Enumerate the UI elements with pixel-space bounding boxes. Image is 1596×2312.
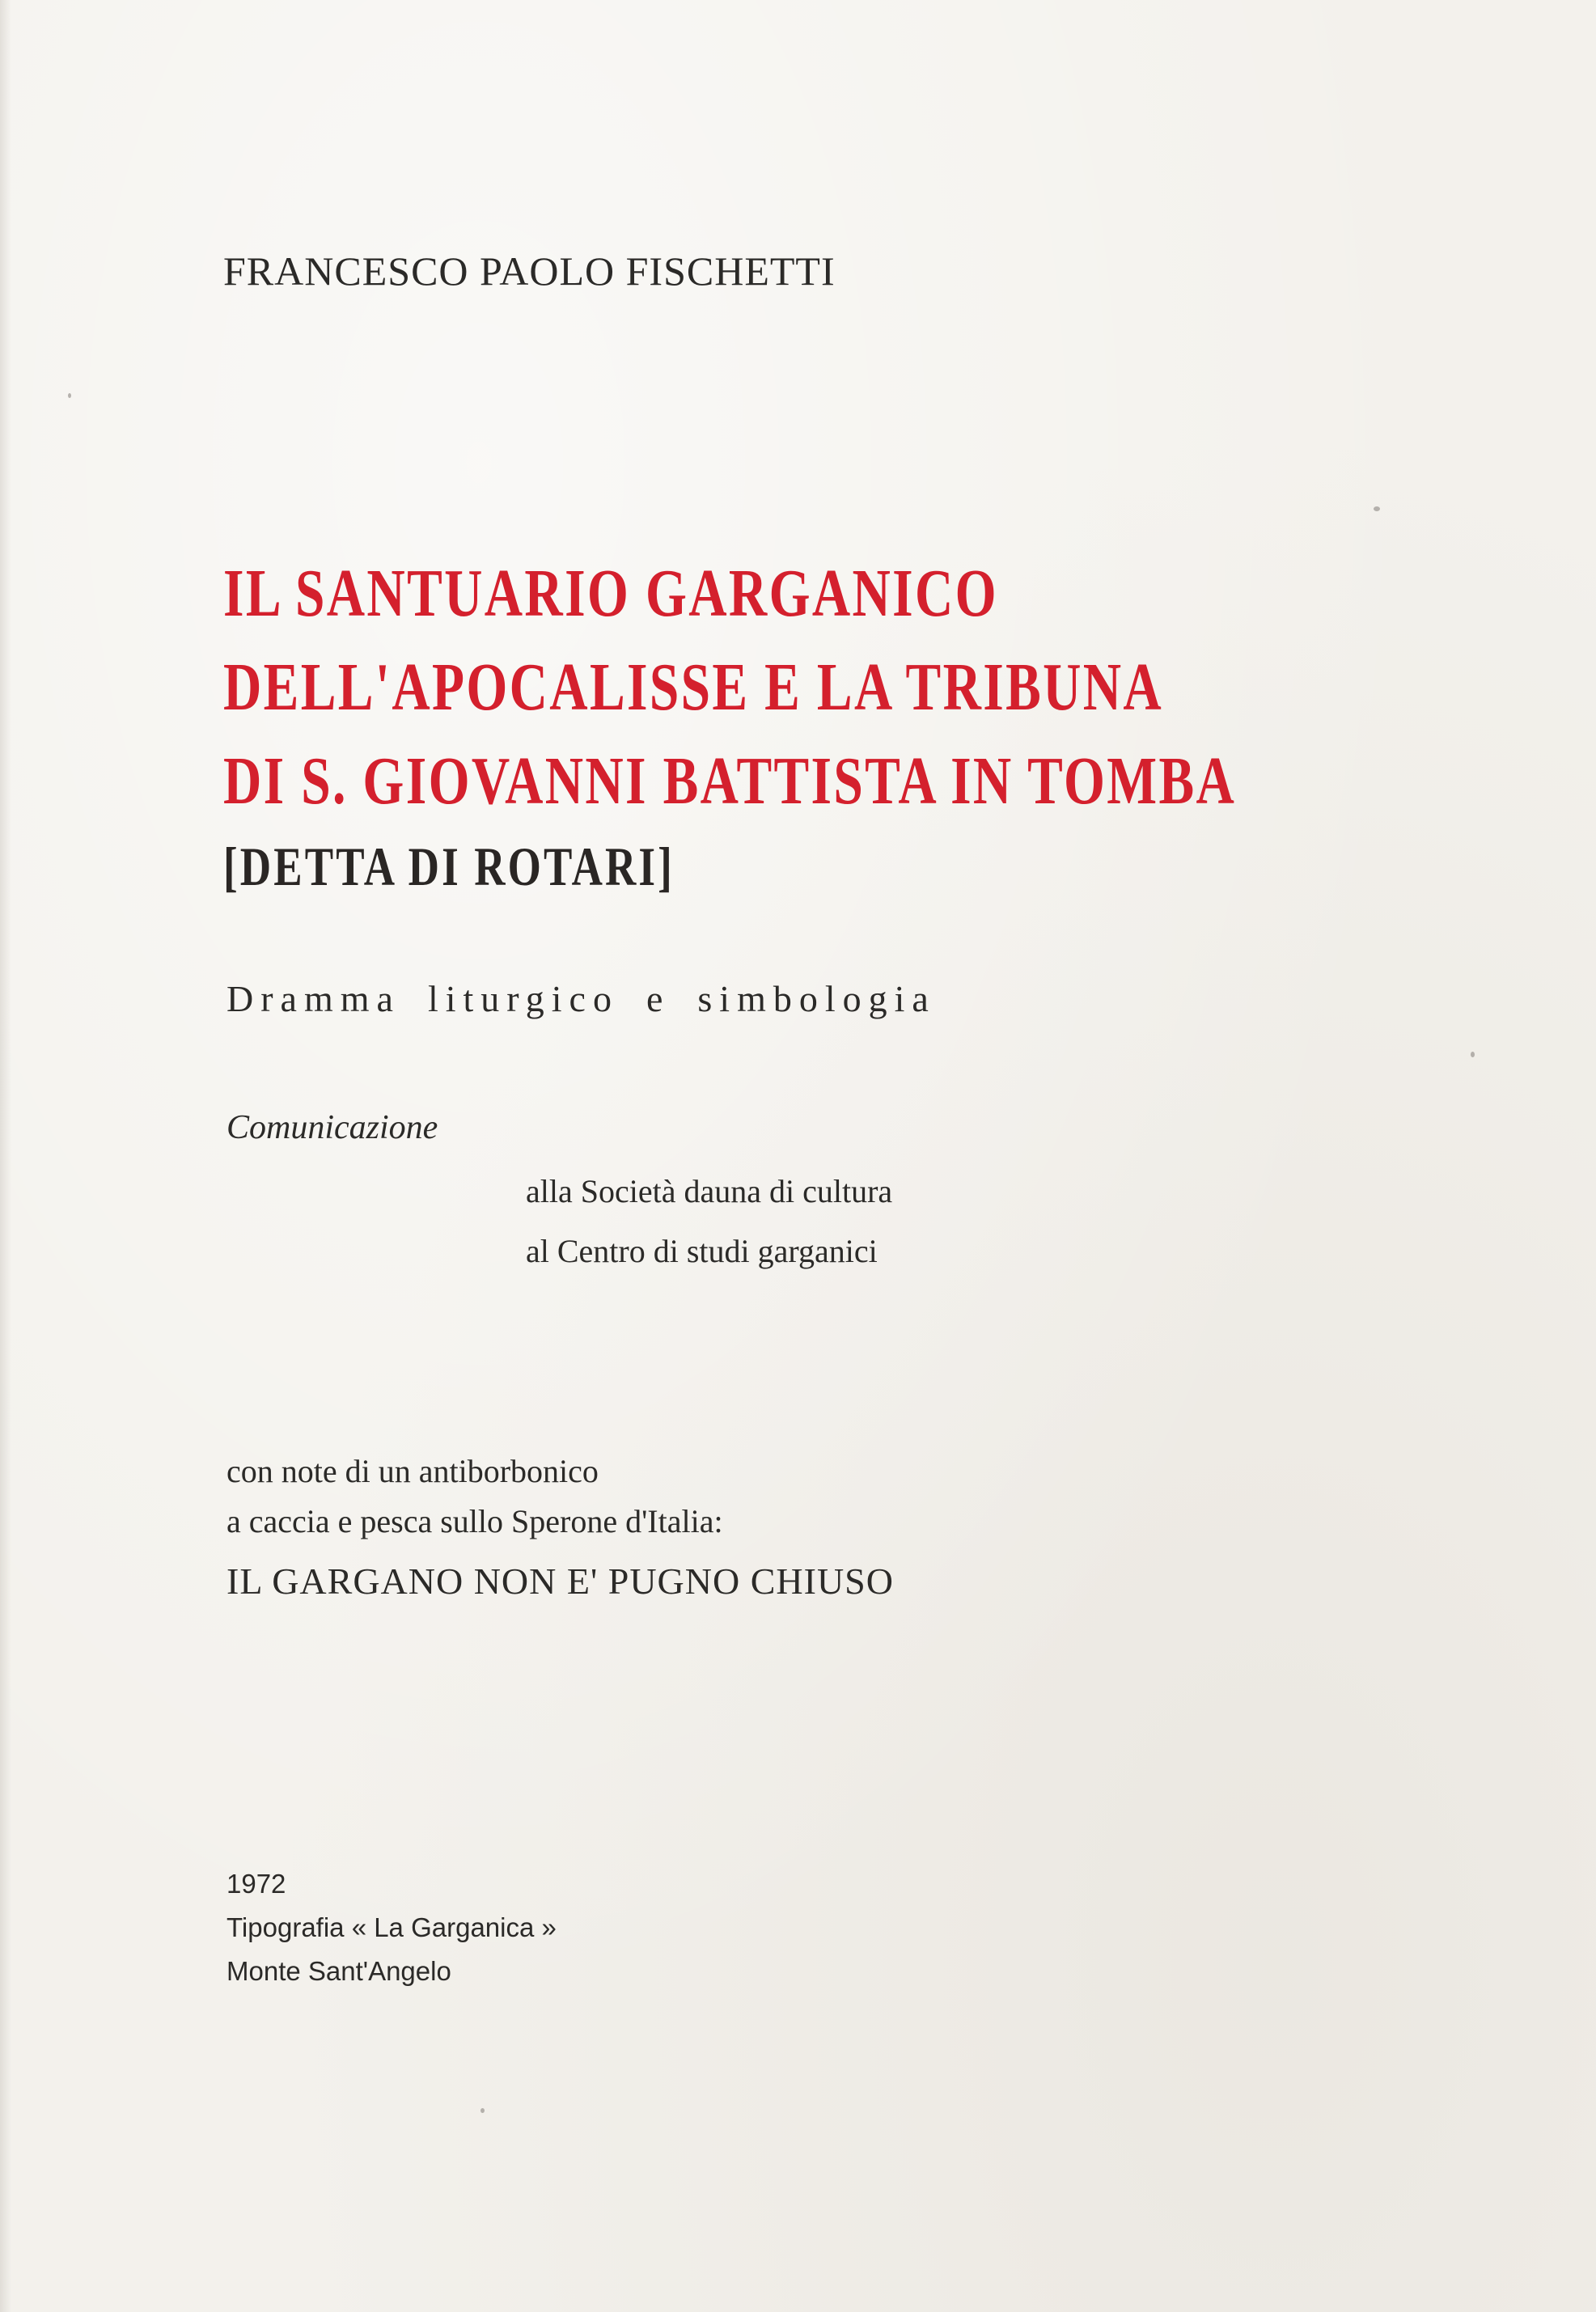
paper-speck (480, 2108, 485, 2113)
subtitle-word: simbologia (697, 978, 936, 1019)
notes-line: con note di un antiborbonico (226, 1453, 599, 1489)
communication-recipients (526, 1162, 892, 1281)
notes-headline: IL GARGANO NON E' PUGNO CHIUSO (226, 1560, 894, 1602)
imprint-printer: Tipografia « La Garganica » (226, 1912, 557, 1942)
imprint-year: 1972 (226, 1869, 286, 1899)
title-line-3: DI S. GIOVANNI BATTISTA IN TOMBA (223, 743, 1237, 819)
imprint-block (226, 1862, 557, 1993)
title-parenthetical: [DETTA DI ROTARI] (223, 836, 675, 897)
title-line-1: IL SANTUARIO GARGANICO (223, 556, 998, 631)
paper-speck (1471, 1052, 1475, 1057)
author-name: FRANCESCO PAOLO FISCHETTI (223, 248, 836, 294)
notes-line: a caccia e pesca sullo Sperone d'Italia: (226, 1503, 723, 1539)
recipient-line: alla Società dauna di cultura (526, 1173, 893, 1209)
paper-speck (1374, 506, 1380, 511)
recipient-line: al Centro di studi garganici (526, 1233, 878, 1269)
paper-speck (68, 393, 71, 398)
book-title (223, 547, 1522, 828)
subtitle-word: e (646, 978, 671, 1019)
page-edge-shadow (0, 0, 11, 2312)
title-line-2: DELL'APOCALISSE E LA TRIBUNA (223, 650, 1164, 725)
subtitle-word: Dramma (226, 978, 400, 1019)
notes-block (226, 1446, 894, 1616)
imprint-place: Monte Sant'Angelo (226, 1956, 451, 1986)
subtitle-word: liturgico (427, 978, 619, 1019)
book-subtitle (226, 977, 936, 1020)
communication-label: Comunicazione (226, 1109, 438, 1146)
